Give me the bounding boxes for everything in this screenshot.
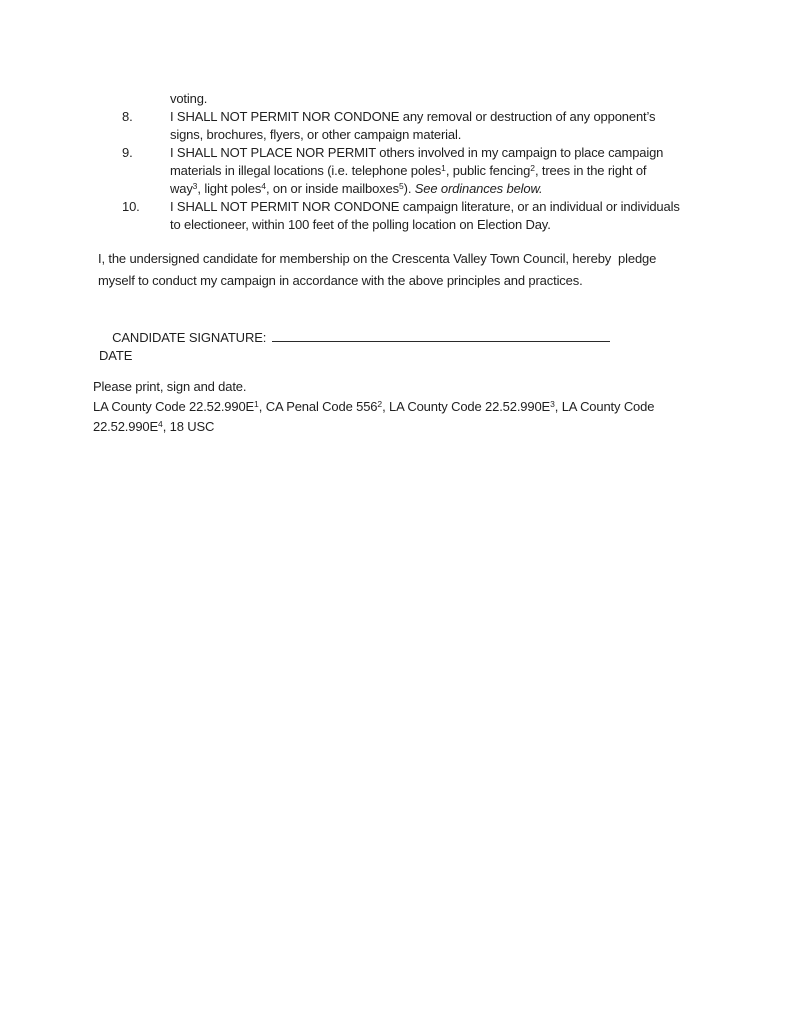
footer-notes	[93, 377, 654, 437]
list-number-blank	[122, 90, 170, 108]
numbered-pledge-list	[122, 90, 680, 234]
list-item-8	[122, 108, 680, 144]
candidate-signature-label: CANDIDATE SIGNATURE:	[112, 330, 267, 345]
list-text-line: I SHALL NOT PERMIT NOR CONDONE campaign literature, or an individual or individuals	[170, 199, 680, 214]
list-number: 10.	[122, 199, 140, 214]
footer-instruction: Please print, sign and date.	[93, 379, 247, 394]
list-item-7-continuation	[122, 90, 680, 108]
list-number: 8.	[122, 109, 133, 124]
list-text-line: materials in illegal locations (i.e. telephone poles$^1$, public fencing$^2$, trees in the right of	[170, 163, 647, 178]
signature-row	[98, 309, 610, 365]
footer-ordinance-line: $22.52.990E^4$, 18 USC	[93, 419, 215, 434]
signature-line	[272, 327, 610, 342]
list-text-line: I SHALL NOT PLACE NOR PERMIT others involved in my campaign to place campaign	[170, 145, 664, 160]
list-text-line: I SHALL NOT PERMIT NOR CONDONE any removal or destruction of any opponent’s	[170, 109, 656, 124]
pledge-line: I, the undersigned candidate for membership on the Crescenta Valley Town Council, hereby pledge	[98, 251, 657, 266]
list-text-line: way$^3$, light poles$^4$, on or inside mailboxes$^5$). See ordinances below.	[170, 181, 543, 196]
list-text-line: signs, brochures, flyers, or other campaign material.	[170, 127, 462, 142]
list-number: 9.	[122, 145, 133, 160]
list-text-line: to electioneer, within 100 feet of the polling location on Election Day.	[170, 217, 551, 232]
pledge-paragraph	[98, 248, 656, 292]
list-item-9	[122, 144, 680, 198]
date-label: DATE	[99, 348, 133, 363]
footer-ordinance-line: LA County Code $22.52.990E^1$, CA Penal Code $556^2$, LA County Code $22.52.990E^3$, LA County Code	[93, 399, 655, 414]
list-item-10	[122, 198, 680, 234]
pledge-line: myself to conduct my campaign in accordance with the above principles and practices.	[98, 273, 583, 288]
list-text-line: voting.	[170, 91, 208, 106]
